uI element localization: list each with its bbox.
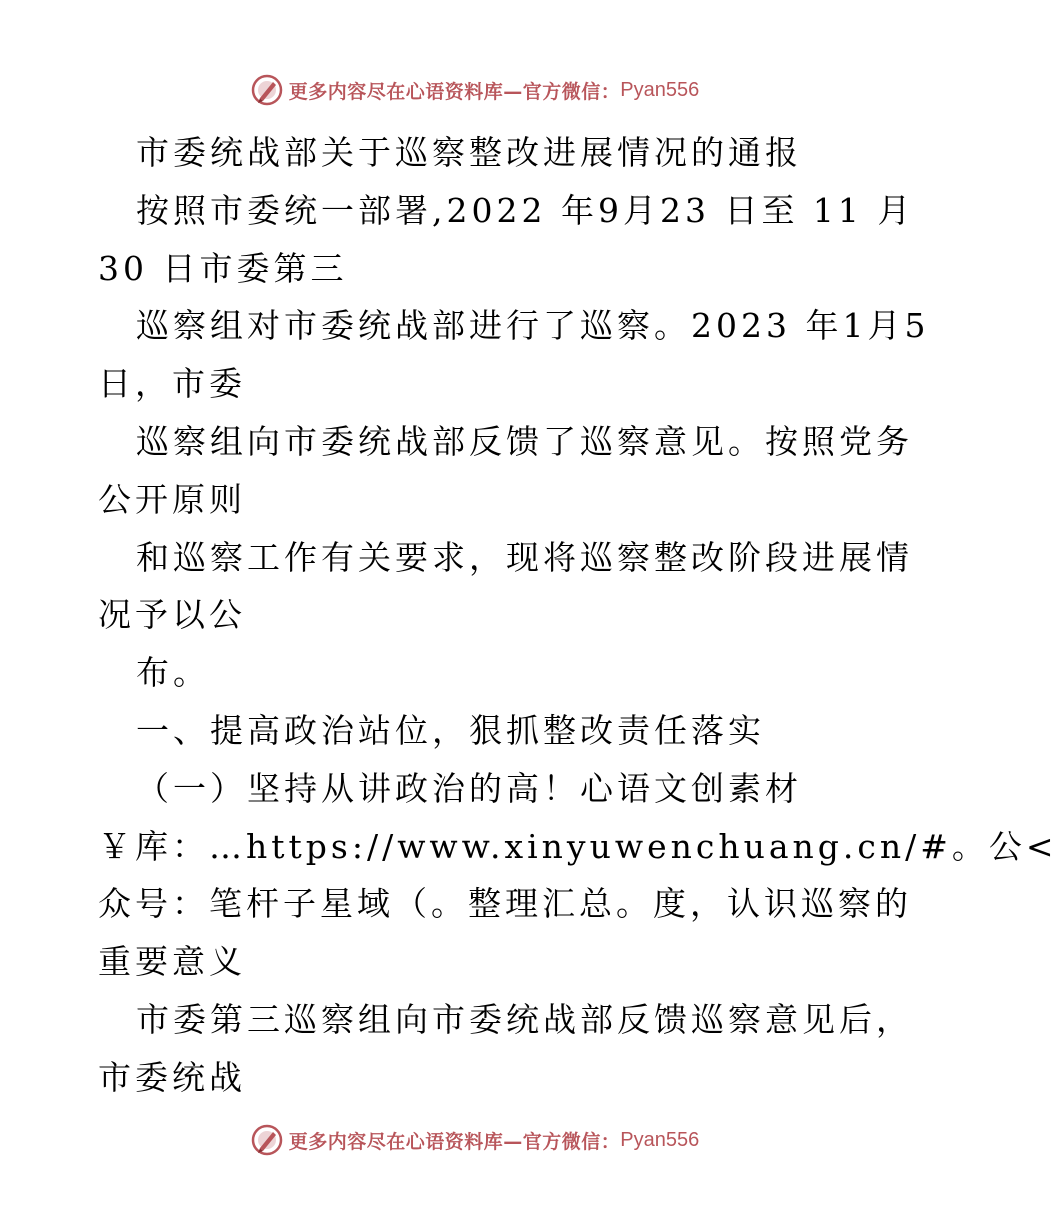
watermark-wechat-id: Pyan556 [620,1128,700,1151]
text-line: 日，市委 [98,364,246,404]
text-line: ￥库：…https://www.xinyuwenchuang.cn/#。公< [98,826,1058,866]
text-line: 和巡察工作有关要求，现将巡察整改阶段进展情 [136,537,913,577]
text-line: 重要意义 [98,942,246,982]
pen-logo-icon [251,1124,283,1156]
text-line: 市委第三巡察组向市委统战部反馈巡察意见后， [136,999,913,1039]
text-line: 况予以公 [98,595,246,635]
text-line: 一、提高政治站位，狠抓整改责任落实 [136,710,765,750]
text-line: 巡察组对市委统战部进行了巡察。2023 年1月5 [136,306,930,346]
pen-logo-icon [251,74,283,106]
text-line: 公开原则 [98,479,246,519]
watermark-text: 更多内容尽在心语资料库—官方微信： [288,1130,621,1153]
text-line: 30 日市委第三 [98,248,348,288]
text-line: 市委统战 [98,1057,246,1097]
watermark-text: 更多内容尽在心语资料库—官方微信： [288,80,621,103]
text-line: 巡察组向市委统战部反馈了巡察意见。按照党务 [136,421,913,461]
document-body [98,124,1058,1107]
watermark-wechat-id: Pyan556 [620,78,700,101]
text-line: （一）坚持从讲政治的高！心语文创素材 [136,768,802,808]
text-line: 市委统战部关于巡察整改进展情况的通报 [136,133,802,172]
footer-watermark [0,1120,950,1160]
text-line: 布。 [136,653,210,693]
header-watermark [0,70,950,110]
text-line: 按照市委统一部署,2022 年9月23 日至 11 月 [136,190,915,230]
text-line: 众号：笔杆子星域（。整理汇总。度，认识巡察的 [98,884,912,924]
